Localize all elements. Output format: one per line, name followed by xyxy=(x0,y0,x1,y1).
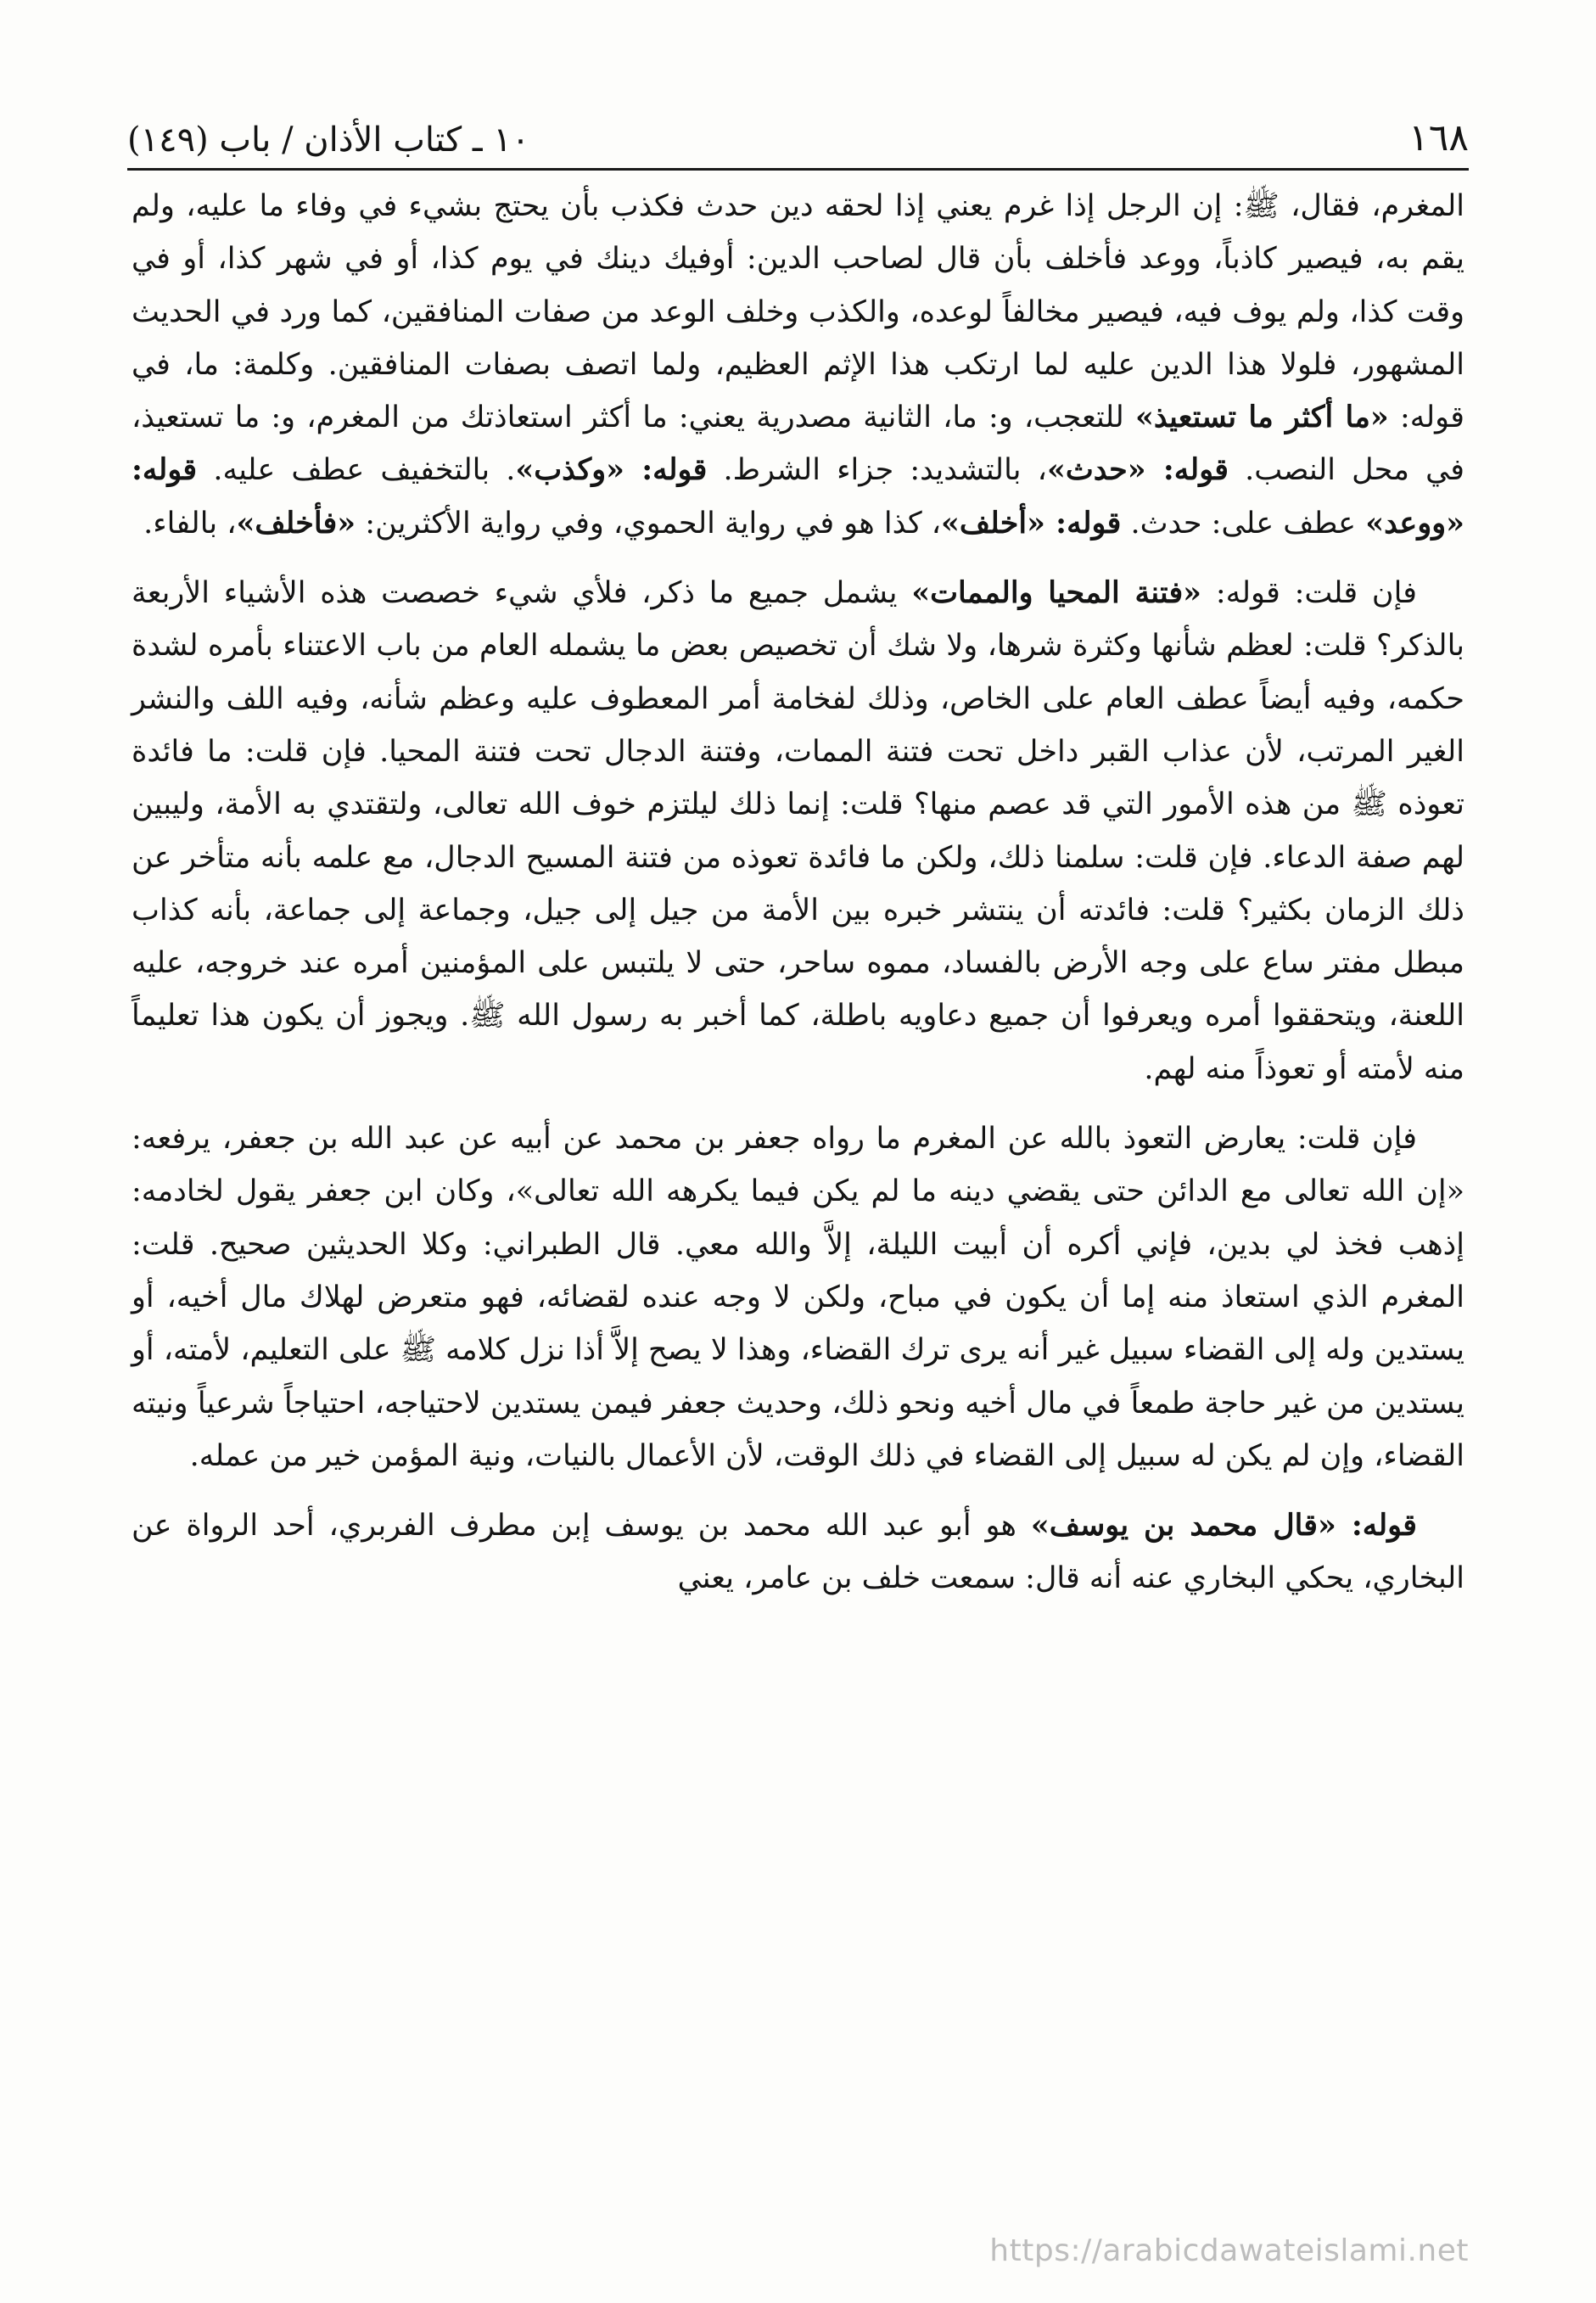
text-run: عطف على: حدث. xyxy=(1121,506,1366,541)
quoted-lemma: قوله: «وكذب» xyxy=(515,452,708,488)
text-run: ، كذا هو في رواية الحموي، وفي رواية الأكثرين: xyxy=(356,506,942,541)
text-run: هو أبو عبد الله محمد بن يوسف إبن مطرف الفربري، أحد الرواة عن البخاري، يحكي البخاري عنه أنه قال: سمعت خلف بن عامر، يعني xyxy=(132,1509,1464,1596)
paragraph xyxy=(132,180,1464,550)
running-header xyxy=(127,100,1469,160)
page-number: ١٦٨ xyxy=(1408,116,1469,160)
quoted-lemma: «فتنة المحيا والممات» xyxy=(911,575,1202,611)
text-run: يشمل جميع ما ذكر، فلأي شيء خصصت هذه الأشياء الأربعة بالذكر؟ قلت: لعظم شأنها وكثرة شرها، ولا شك أن تخصيص بعض ما يشمله العام من باب الاعتناء بأمره لشدة حكمه، وفيه أيضاً عطف العام على الخاص، وذلك لفخامة أمر المعطوف عليه وعظم شأنه، وفيه اللف والنشر الغير المرتب، لأن عذاب القبر داخل تحت فتنة الممات، وفتنة الدجال تحت فتنة المحيا. فإن قلت: ما فائدة تعوذه ﷺ من هذه الأمور التي قد عصم منها؟ قلت: إنما ذلك ليلتزم خوف الله تعالى، ولتقتدي به الأمة، وليبين لهم صفة الدعاء. فإن قلت: سلمنا ذلك، ولكن ما فائدة تعوذه من فتنة المسيح الدجال، مع علمه بأنه متأخر عن ذلك الزمان بكثير؟ قلت: فائدته أن ينتشر خبره بين الأمة من جيل إلى جيل، وجماعة إلى جماعة، بأنه كذاب مبطل مفتر ساع على وجه الأرض بالفساد، مموه ساحر، حتى لا يلتبس على المؤمنين أمره عند خروجه، عليه اللعنة، ويتحققوا أمره ويعرفوا أن جميع دعاويه باطلة، كما أخبر به رسول الله ﷺ. ويجوز أن يكون هذا تعليماً منه لأمته أو تعوذاً منه لهم. xyxy=(132,576,1464,1086)
source-watermark: https://arabicdawateislami.net xyxy=(989,2233,1469,2268)
text-run: . بالتخفيف عطف عليه. xyxy=(197,453,516,488)
chapter-title: ١٠ ـ كتاب الأذان / باب (١٤٩) xyxy=(127,120,530,160)
text-run: ، بالتشديد: جزاء الشرط. xyxy=(707,453,1047,488)
quoted-lemma: قوله: «قال محمد بن يوسف» xyxy=(1030,1508,1417,1544)
paragraph xyxy=(132,1499,1464,1605)
text-run: المغرم، فقال، ﷺ: إن الرجل إذا غرم يعني إذا لحقه دين حدث فكذب بأن يحتج بشيء في وفاء ما عليه، ولم يقم به، فيصير كاذباً، ووعد فأخلف بأن قال لصاحب الدين: أوفيك دينك في يوم كذا، أو في شهر كذا، أو في وقت كذا، ولم يوف فيه، فيصير مخالفاً لوعده، والكذب وخلف الوعد من صفات المنافقين، كما ورد في الحديث المشهور، فلولا هذا الدين عليه لما ارتكب هذا الإثم العظيم، ولما اتصف بصفات المنافقين. وكلمة: ما، في قوله: xyxy=(132,189,1465,435)
text-run: ، بالفاء. xyxy=(143,506,237,541)
quoted-lemma: قوله: «حدث» xyxy=(1046,452,1229,488)
commentary-text xyxy=(132,180,1464,1622)
paragraph xyxy=(132,1112,1464,1482)
header-divider xyxy=(127,168,1469,171)
quoted-lemma: قوله: «ووعد» xyxy=(132,452,1464,541)
text-run: فإن قلت: قوله: xyxy=(1201,576,1417,611)
text-run: للتعجب، و: ما، الثانية مصدرية يعني: ما أكثر استعاذتك من المغرم، و: ما تستعيذ، في محل النصب. xyxy=(132,401,1464,488)
paragraph xyxy=(132,567,1464,1095)
quoted-lemma: قوله: «أخلف» xyxy=(941,505,1122,541)
quoted-lemma: «فأخلف» xyxy=(236,505,356,541)
text-run: فإن قلت: يعارض التعوذ بالله عن المغرم ما رواه جعفر بن محمد عن أبيه عن عبد الله بن جعفر، يرفعه: «إن الله تعالى مع الدائن حتى يقضي دينه ما لم يكن فيما يكرهه الله تعالى»، وكان ابن جعفر يقول لخادمه: إذهب فخذ لي بدين، فإني أكره أن أبيت الليلة، إلاَّ والله معي. قال الطبراني: وكلا الحديثين صحيح. قلت: المغرم الذي استعاذ منه إما أن يكون في مباح، ولكن لا وجه عنده لقضائه، فهو متعرض لهلاك مال أخيه، أو يستدين وله إلى القضاء سبيل غير أنه يرى ترك القضاء، وهذا لا يصح إلاَّ أذا نزل كلامه ﷺ على التعليم، لأمته، أو يستدين من غير حاجة طمعاً في مال أخيه ونحو ذلك، وحديث جعفر فيمن يستدين لاحتياجه، احتياجاً شرعياً ونيته القضاء، وإن لم يكن له سبيل إلى القضاء في ذلك الوقت، لأن الأعمال بالنيات، ونية المؤمن خير من عمله. xyxy=(132,1122,1464,1473)
quoted-lemma: «ما أكثر ما تستعيذ» xyxy=(1134,400,1389,435)
